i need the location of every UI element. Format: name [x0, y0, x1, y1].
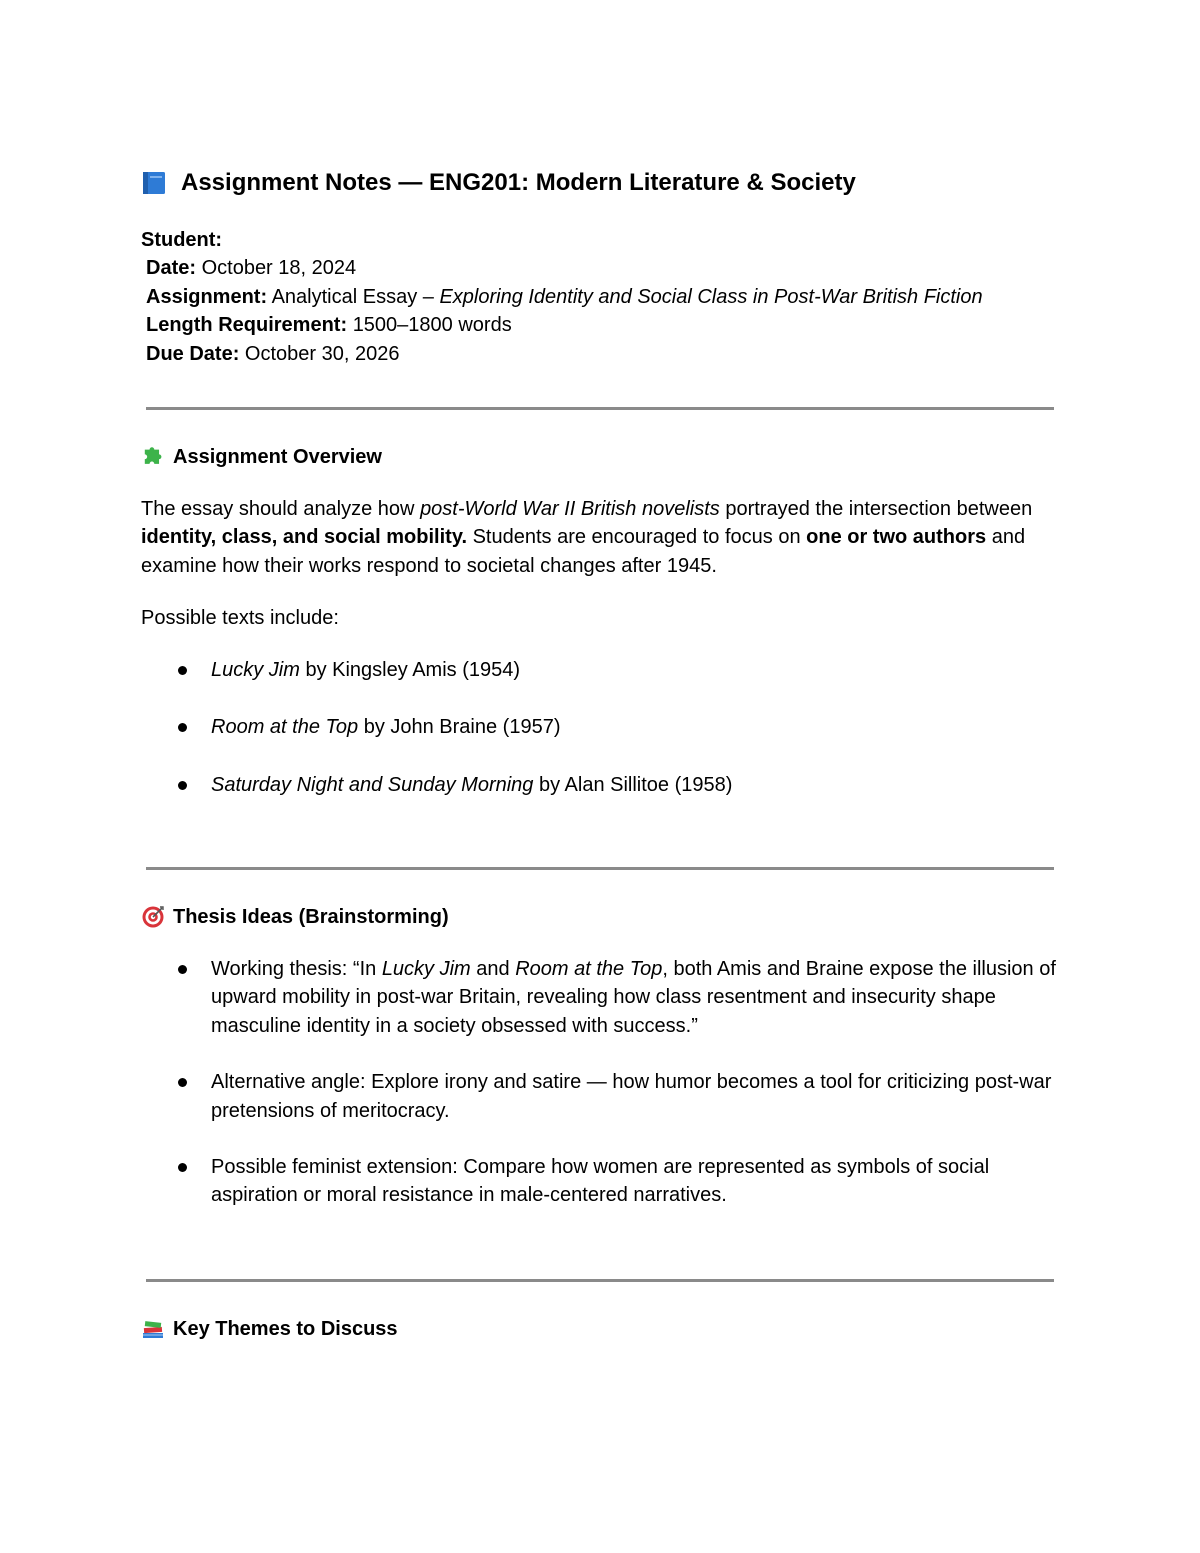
bullet-icon [178, 781, 187, 790]
overview-heading [141, 443, 382, 471]
book-author: by Kingsley Amis (1954) [299, 659, 521, 681]
due-date-value: October 30, 2026 [244, 342, 400, 365]
length-value: 1500–1800 words [352, 314, 512, 337]
text-run: Possible feminist extension: Compare how women are represented as symbols of social aspiration or moral resistance in male-centered narratives. [211, 1156, 990, 1207]
bullet-icon [178, 1078, 187, 1087]
text-run-bold: identity, class, and social mobility. [141, 526, 468, 549]
book-author: by John Braine (1957) [358, 716, 561, 739]
text-run-bold: one or two authors [806, 526, 987, 549]
book-title: Lucky Jim [211, 659, 300, 681]
list-item [141, 713, 1071, 741]
overview-heading-text: Assignment Overview [173, 446, 382, 468]
puzzle-piece-icon [141, 445, 165, 469]
date-value: October 18, 2024 [201, 257, 357, 280]
list-item [141, 955, 1071, 1040]
target-icon [141, 905, 165, 929]
text-run: Students are encouraged to focus on [467, 526, 807, 549]
bullet-icon [178, 1163, 187, 1172]
student-label: Student: [141, 229, 223, 251]
due-date-label: Due Date: [146, 342, 240, 365]
book-title: Saturday Night and Sunday Morning [211, 773, 534, 796]
text-run-italic: Lucky Jim [381, 958, 471, 980]
page-title [141, 166, 856, 200]
assignment-label: Assignment: [146, 285, 268, 308]
divider [146, 407, 1054, 410]
student-row [141, 226, 983, 254]
assignment-meta [141, 226, 983, 368]
themes-heading [141, 1315, 398, 1343]
book-title: Room at the Top [211, 716, 359, 739]
possible-texts-label: Possible texts include: [141, 607, 339, 629]
texts-list [141, 656, 1071, 799]
assignment-title: Exploring Identity and Social Class in Post-War British Fiction [439, 285, 983, 308]
text-run: portrayed the intersection between [719, 498, 1033, 520]
bullet-icon [178, 965, 187, 974]
thesis-list [141, 955, 1071, 1210]
themes-heading-text: Key Themes to Discuss [173, 1318, 398, 1340]
due-date-row [141, 340, 983, 368]
overview-paragraph [141, 495, 1071, 580]
list-item [141, 656, 1071, 684]
bullet-icon [178, 666, 187, 675]
books-stack-icon [141, 1317, 165, 1341]
assignment-row [141, 283, 983, 311]
book-author: by Alan Sillitoe (1958) [533, 773, 733, 796]
date-row [141, 254, 983, 282]
divider [146, 1279, 1054, 1282]
blue-book-icon [141, 170, 167, 196]
list-item [141, 771, 1071, 799]
length-row [141, 311, 983, 339]
text-run-italic: post-World War II British novelists [420, 498, 720, 520]
text-run: and examine how their works respond to societal changes after 1945. [141, 526, 1026, 577]
text-run-italic: Room at the Top [515, 958, 663, 980]
list-item [141, 1153, 1071, 1210]
thesis-heading [141, 903, 449, 931]
length-label: Length Requirement: [146, 314, 348, 337]
thesis-heading-text: Thesis Ideas (Brainstorming) [173, 906, 449, 928]
list-item [141, 1068, 1071, 1125]
text-run: , both Amis and Braine expose the illusion of upward mobility in post-war Britain, revealing how class resentment and insecurity shape masculine identity in a society obsessed with success.” [211, 958, 1056, 1037]
text-run: and [470, 958, 516, 980]
text-run: Working thesis: “In [211, 958, 382, 980]
divider [146, 867, 1054, 870]
text-run: Alternative angle: Explore irony and satire — how humor becomes a tool for criticizing post-war pretensions of meritocracy. [211, 1071, 1052, 1122]
bullet-icon [178, 723, 187, 732]
title-text: Assignment Notes — ENG201: Modern Literature & Society [181, 169, 856, 196]
text-run: The essay should analyze how [141, 498, 421, 520]
date-label: Date: [146, 257, 197, 280]
assignment-value: Analytical Essay – [271, 285, 440, 308]
